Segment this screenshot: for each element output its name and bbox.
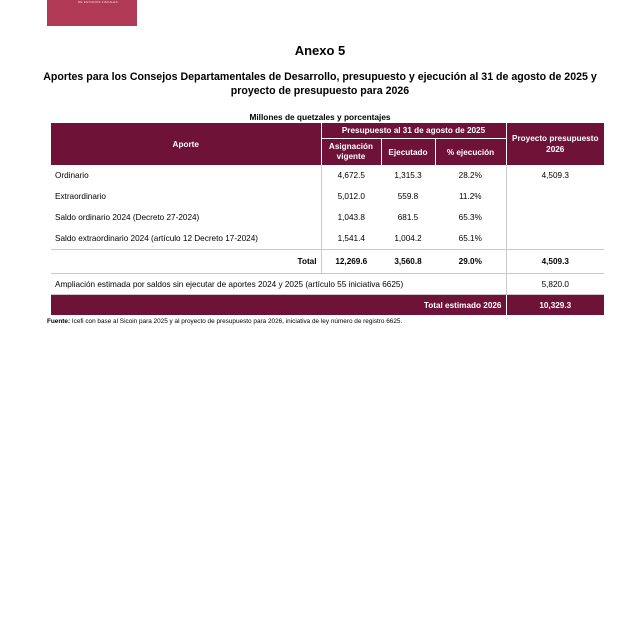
cell-pct: 65.3%	[435, 207, 506, 228]
cell-pct: 28.2%	[435, 165, 506, 186]
table-row	[51, 228, 604, 250]
cell-asignacion: 1,541.4	[337, 234, 365, 243]
total-estimado-row	[51, 295, 604, 316]
cell-proyecto	[506, 186, 604, 207]
ampliacion-label: Ampliación estimada por saldos sin ejecutar de aportes 2024 y 2025 (artículo 55 iniciativa 6625)	[51, 274, 506, 295]
units-label: Millones de quetzales y porcentajes	[249, 112, 391, 122]
total-estimado-label: Total estimado 2026	[51, 295, 506, 316]
logo-text: DE ESTUDIOS FISCALES	[78, 0, 118, 4]
total-ejecutado: 3,560.8	[381, 250, 435, 274]
cell-aporte: Saldo ordinario 2024 (Decreto 27-2024)	[51, 207, 321, 228]
table-row	[51, 186, 604, 207]
cell-pct: 65.1%	[435, 228, 506, 250]
header-proyecto: Proyecto presupuesto 2026	[506, 123, 604, 165]
cell-pct: 11.2%	[435, 186, 506, 207]
table-row	[51, 207, 604, 228]
cell-aporte: Saldo extraordinario 2024 (artículo 12 Decreto 17-2024)	[51, 228, 321, 250]
total-asignacion: 12,269.6	[321, 250, 381, 274]
total-pct: 29.0%	[435, 250, 506, 274]
ampliacion-row	[51, 274, 604, 295]
header-aporte: Aporte	[51, 123, 321, 165]
header-pct: % ejecución	[435, 139, 506, 166]
source-label: Fuente:	[47, 318, 71, 325]
total-row	[51, 250, 604, 274]
cell-aporte: Extraordinario	[51, 186, 321, 207]
source-text: Icefi con base al Sicoin para 2025 y al proyecto de presupuesto para 2026, iniciativa de ley número de registro 6625.	[70, 318, 403, 325]
cell-proyecto	[506, 207, 604, 228]
header-asignacion: Asignación vigente	[321, 139, 381, 166]
page-title: Anexo 5	[294, 43, 346, 58]
cell-asignacion: 5,012.0	[337, 192, 365, 201]
cell-ejecutado: 1,004.2	[394, 234, 422, 243]
header-ejecutado: Ejecutado	[381, 139, 435, 166]
data-table	[51, 123, 604, 315]
header-presupuesto-group: Presupuesto al 31 de agosto de 2025	[321, 123, 506, 139]
cell-ejecutado: 1,315.3	[394, 171, 422, 180]
table-subtitle: Aportes para los Consejos Departamentales de Desarrollo, presupuesto y ejecución al 31 de agosto de 2025 y proyecto de presupuesto para 2026	[43, 71, 597, 97]
source-note	[47, 318, 402, 325]
cell-aporte: Ordinario	[51, 165, 321, 186]
total-proyecto: 4,509.3	[506, 250, 604, 274]
cell-asignacion: 4,672.5	[337, 171, 365, 180]
cell-asignacion: 1,043.8	[337, 213, 365, 222]
ampliacion-proyecto: 5,820.0	[506, 274, 604, 295]
cell-proyecto	[506, 228, 604, 250]
total-label: Total	[51, 250, 321, 274]
table-row	[51, 165, 604, 186]
cell-ejecutado: 559.8	[397, 192, 419, 201]
cell-proyecto: 4,509.3	[541, 171, 569, 180]
cell-ejecutado: 681.5	[397, 213, 419, 222]
table-header-row	[51, 123, 604, 139]
total-estimado-proyecto: 10,329.3	[506, 295, 604, 316]
